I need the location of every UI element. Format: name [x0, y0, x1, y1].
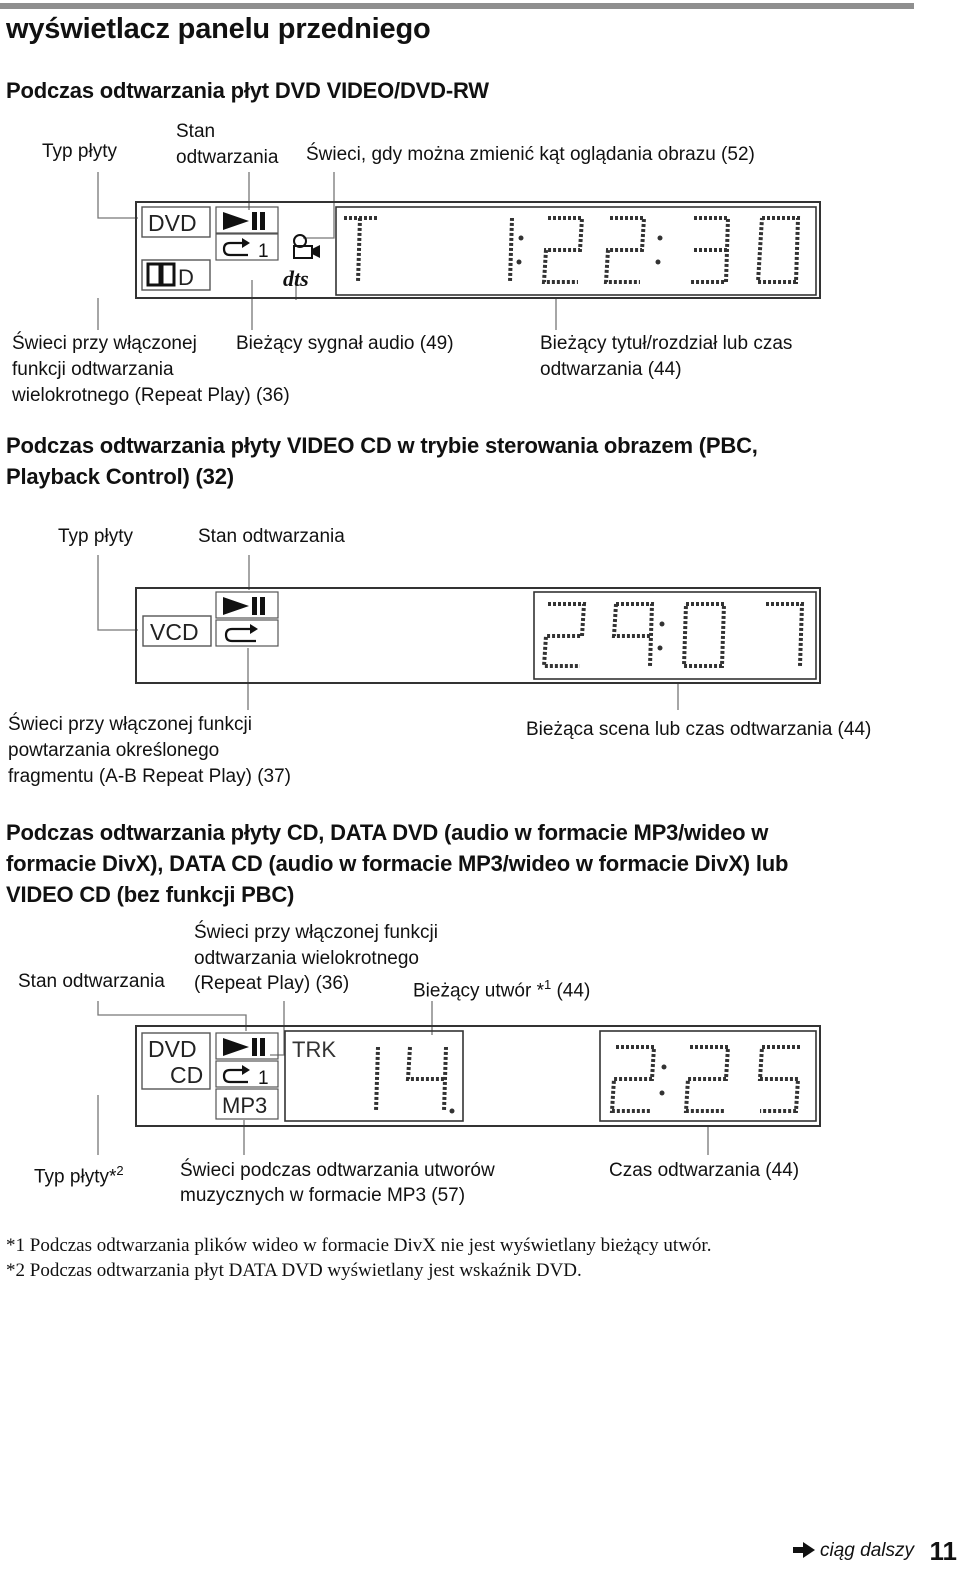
- section-2-heading-2: Playback Control) (32): [6, 464, 234, 489]
- s3-trk-indicator: TRK: [292, 1037, 336, 1062]
- s2-label-ab-2: powtarzania określonego: [8, 740, 220, 761]
- s3-dvd-indicator: DVD: [148, 1036, 197, 1062]
- svg-text:1: 1: [258, 1068, 269, 1089]
- s2-label-play-state: Stan odtwarzania: [198, 526, 345, 547]
- svg-text:1: 1: [258, 241, 269, 262]
- page-title: wyświetlacz panelu przedniego: [6, 13, 431, 45]
- section-2-heading-1: Podczas odtwarzania płyty VIDEO CD w trybie sterowania obrazem (PBC,: [6, 433, 758, 458]
- s1-label-play-state-1: Stan: [176, 121, 216, 142]
- s1-display-diagram: [0, 0, 960, 330]
- continue-arrow-icon: [792, 1540, 816, 1560]
- s1-label-disc-type: Typ płyty: [42, 141, 117, 162]
- section-1-heading: Podczas odtwarzania płyt DVD VIDEO/DVD-RW: [6, 78, 489, 103]
- s1-label-audio: Bieżący sygnał audio (49): [236, 333, 454, 354]
- section-3-heading-2: formacie DivX), DATA CD (audio w formacie MP3/wideo w formacie DivX) lub: [6, 851, 789, 876]
- s2-label-disc-type: Typ płyty: [58, 526, 133, 547]
- s3-label-repeat-1: Świeci przy włączonej funkcji: [194, 922, 438, 943]
- svg-text:D: D: [178, 265, 194, 290]
- s3-track-digits: [376, 1047, 455, 1114]
- s3-display-diagram: [0, 995, 960, 1155]
- s2-vcd-indicator: VCD: [150, 619, 199, 645]
- s3-label-play-state: Stan odtwarzania: [18, 971, 165, 992]
- s3-label-repeat-3: (Repeat Play) (36): [194, 973, 350, 994]
- s2-label-ab-3: fragmentu (A-B Repeat Play) (37): [8, 766, 292, 787]
- s3-time-digits: [612, 1047, 800, 1111]
- s3-label-disc-type: Typ płyty*$^2$: [34, 1163, 124, 1188]
- s3-label-mp3-2: muzycznych w formacie MP3 (57): [180, 1185, 466, 1206]
- s1-play-icon: [223, 212, 249, 230]
- s3-label-time: Czas odtwarzania (44): [609, 1160, 800, 1181]
- footnote-1: *1 Podczas odtwarzania plików wideo w formacie DivX nie jest wyświetlany bieżący utwór.: [6, 1235, 712, 1256]
- s2-label-ab-1: Świeci przy włączonej funkcji: [8, 714, 252, 735]
- s1-dts-icon: dts: [283, 266, 309, 291]
- s1-label-repeat-2: funkcji odtwarzania: [12, 359, 174, 380]
- s3-label-repeat-2: odtwarzania wielokrotnego: [194, 948, 419, 969]
- page-number: 11: [929, 1536, 957, 1566]
- s2-display-diagram: [0, 550, 960, 710]
- section-3-heading-3: VIDEO CD (bez funkcji PBC): [6, 882, 295, 907]
- continued-label: ciąg dalszy: [820, 1540, 914, 1561]
- s3-mp3-indicator: MP3: [222, 1093, 268, 1118]
- s1-label-title-2: odtwarzania (44): [540, 359, 682, 380]
- s2-play-icon: [223, 597, 249, 615]
- s1-label-play-state-2: odtwarzania: [176, 147, 279, 168]
- s1-label-repeat-3: wielokrotnego (Repeat Play) (36): [12, 385, 290, 406]
- s1-dvd-indicator: DVD: [148, 210, 197, 236]
- s1-label-angle: Świeci, gdy można zmienić kąt oglądania obrazu (52): [306, 144, 755, 165]
- s1-label-repeat-1: Świeci przy włączonej: [12, 333, 197, 354]
- s3-label-track: Bieżący utwór *$^1$ (44): [413, 977, 591, 1002]
- section-3-heading-1: Podczas odtwarzania płyty CD, DATA DVD (audio w formacie MP3/wideo w: [6, 820, 769, 845]
- s2-time-digits: [544, 604, 802, 666]
- s2-label-scene: Bieżąca scena lub czas odtwarzania (44): [526, 719, 872, 740]
- s3-cd-indicator: CD: [170, 1062, 204, 1088]
- s3-play-icon: [223, 1038, 249, 1056]
- s3-label-mp3-1: Świeci podczas odtwarzania utworów: [180, 1160, 495, 1181]
- footnote-2: *2 Podczas odtwarzania płyt DATA DVD wyświetlany jest wskaźnik DVD.: [6, 1260, 582, 1281]
- s1-time-digits: [344, 218, 798, 282]
- s1-label-title-1: Bieżący tytuł/rozdział lub czas: [540, 333, 793, 354]
- s1-dolby-icon: [148, 264, 174, 285]
